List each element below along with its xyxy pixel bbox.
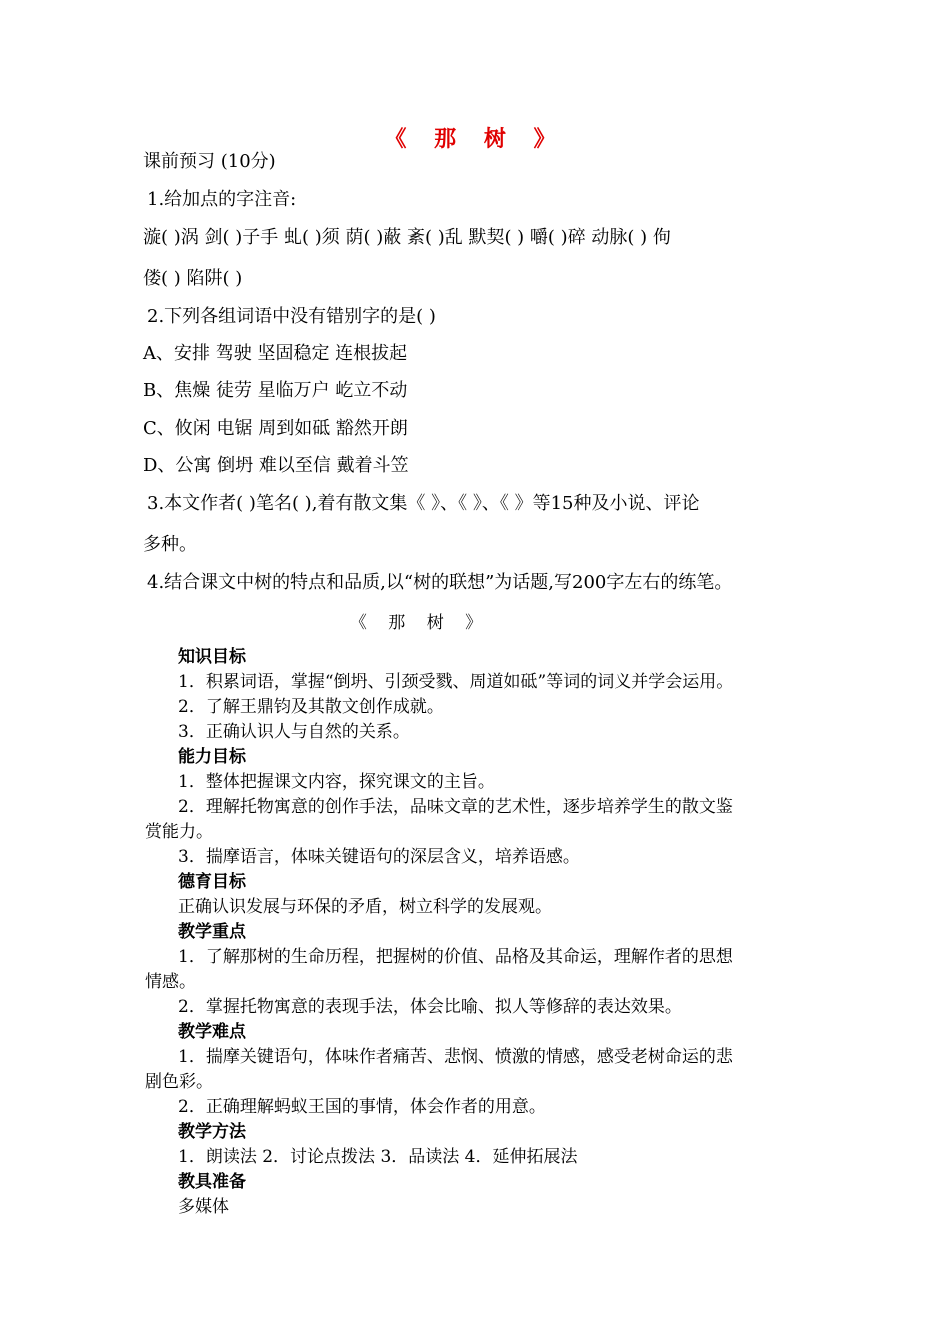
section-line: 情感。 bbox=[145, 972, 196, 992]
document-title: 《 那 树 》 bbox=[384, 126, 566, 152]
q2-prompt: 2.下列各组词语中没有错别字的是( ) bbox=[147, 306, 436, 327]
section-heading: 教学方法 bbox=[178, 1122, 246, 1142]
section-line: 2．掌握托物寓意的表现手法，体会比喻、拟人等修辞的表达效果。 bbox=[178, 997, 682, 1017]
plan-subtitle: 《 那 树 》 bbox=[349, 613, 491, 633]
q1-line-2: 偻( ) 陷阱( ) bbox=[143, 268, 243, 289]
q3-line-2: 多种。 bbox=[143, 534, 197, 555]
section-heading: 能力目标 bbox=[178, 747, 246, 767]
section-line: 剧色彩。 bbox=[145, 1072, 213, 1092]
section-line: 多媒体 bbox=[178, 1197, 229, 1217]
q1-line-1: 漩( )涡 剑( )子手 虬( )须 荫( )蔽 紊( )乱 默契( ) 嚼( )碎 动脉( ) 佝 bbox=[143, 227, 671, 248]
section-line: 2．正确理解蚂蚁王国的事情，体会作者的用意。 bbox=[178, 1097, 546, 1117]
section-heading: 教学难点 bbox=[178, 1022, 246, 1042]
section-line: 2．了解王鼎钧及其散文创作成就。 bbox=[178, 697, 444, 717]
preview-heading: 课前预习 (10分) bbox=[143, 151, 276, 172]
q2-option-d: D、公寓 倒坍 难以至信 戴着斗笠 bbox=[143, 455, 409, 476]
section-heading: 德育目标 bbox=[178, 872, 246, 892]
section-line: 1．朗读法 2．讨论点拨法 3．品读法 4．延伸拓展法 bbox=[178, 1147, 578, 1167]
q2-option-a: A、安排 驾驶 坚固稳定 连根拔起 bbox=[143, 343, 408, 364]
section-line: 1．积累词语，掌握“倒坍、引颈受戮、周道如砥”等词的词义并学会运用。 bbox=[178, 672, 734, 692]
q1-prompt: 1.给加点的字注音: bbox=[147, 189, 297, 210]
q2-option-b: B、焦燥 徒劳 星临万户 屹立不动 bbox=[143, 380, 408, 401]
section-heading: 教具准备 bbox=[178, 1172, 246, 1192]
section-line: 正确认识发展与环保的矛盾，树立科学的发展观。 bbox=[178, 897, 552, 917]
q3-line-1: 3.本文作者( )笔名( ),着有散文集《 》、《 》、《 》等15种及小说、评论 bbox=[147, 493, 700, 514]
section-line: 1．了解那树的生命历程，把握树的价值、品格及其命运，理解作者的思想 bbox=[178, 947, 733, 967]
section-line: 3．正确认识人与自然的关系。 bbox=[178, 722, 410, 742]
section-heading: 教学重点 bbox=[178, 922, 246, 942]
q4-prompt: 4.结合课文中树的特点和品质,以“树的联想”为话题,写200字左右的练笔。 bbox=[147, 572, 733, 593]
section-line: 1．揣摩关键语句，体味作者痛苦、悲悯、愤激的情感，感受老树命运的悲 bbox=[178, 1047, 733, 1067]
q2-option-c: C、攸闲 电锯 周到如砥 豁然开朗 bbox=[143, 418, 408, 439]
section-line: 赏能力。 bbox=[145, 822, 213, 842]
section-heading: 知识目标 bbox=[178, 647, 246, 667]
section-line: 1．整体把握课文内容，探究课文的主旨。 bbox=[178, 772, 495, 792]
section-line: 2．理解托物寓意的创作手法，品味文章的艺术性，逐步培养学生的散文鉴 bbox=[178, 797, 733, 817]
section-line: 3．揣摩语言，体味关键语句的深层含义，培养语感。 bbox=[178, 847, 580, 867]
